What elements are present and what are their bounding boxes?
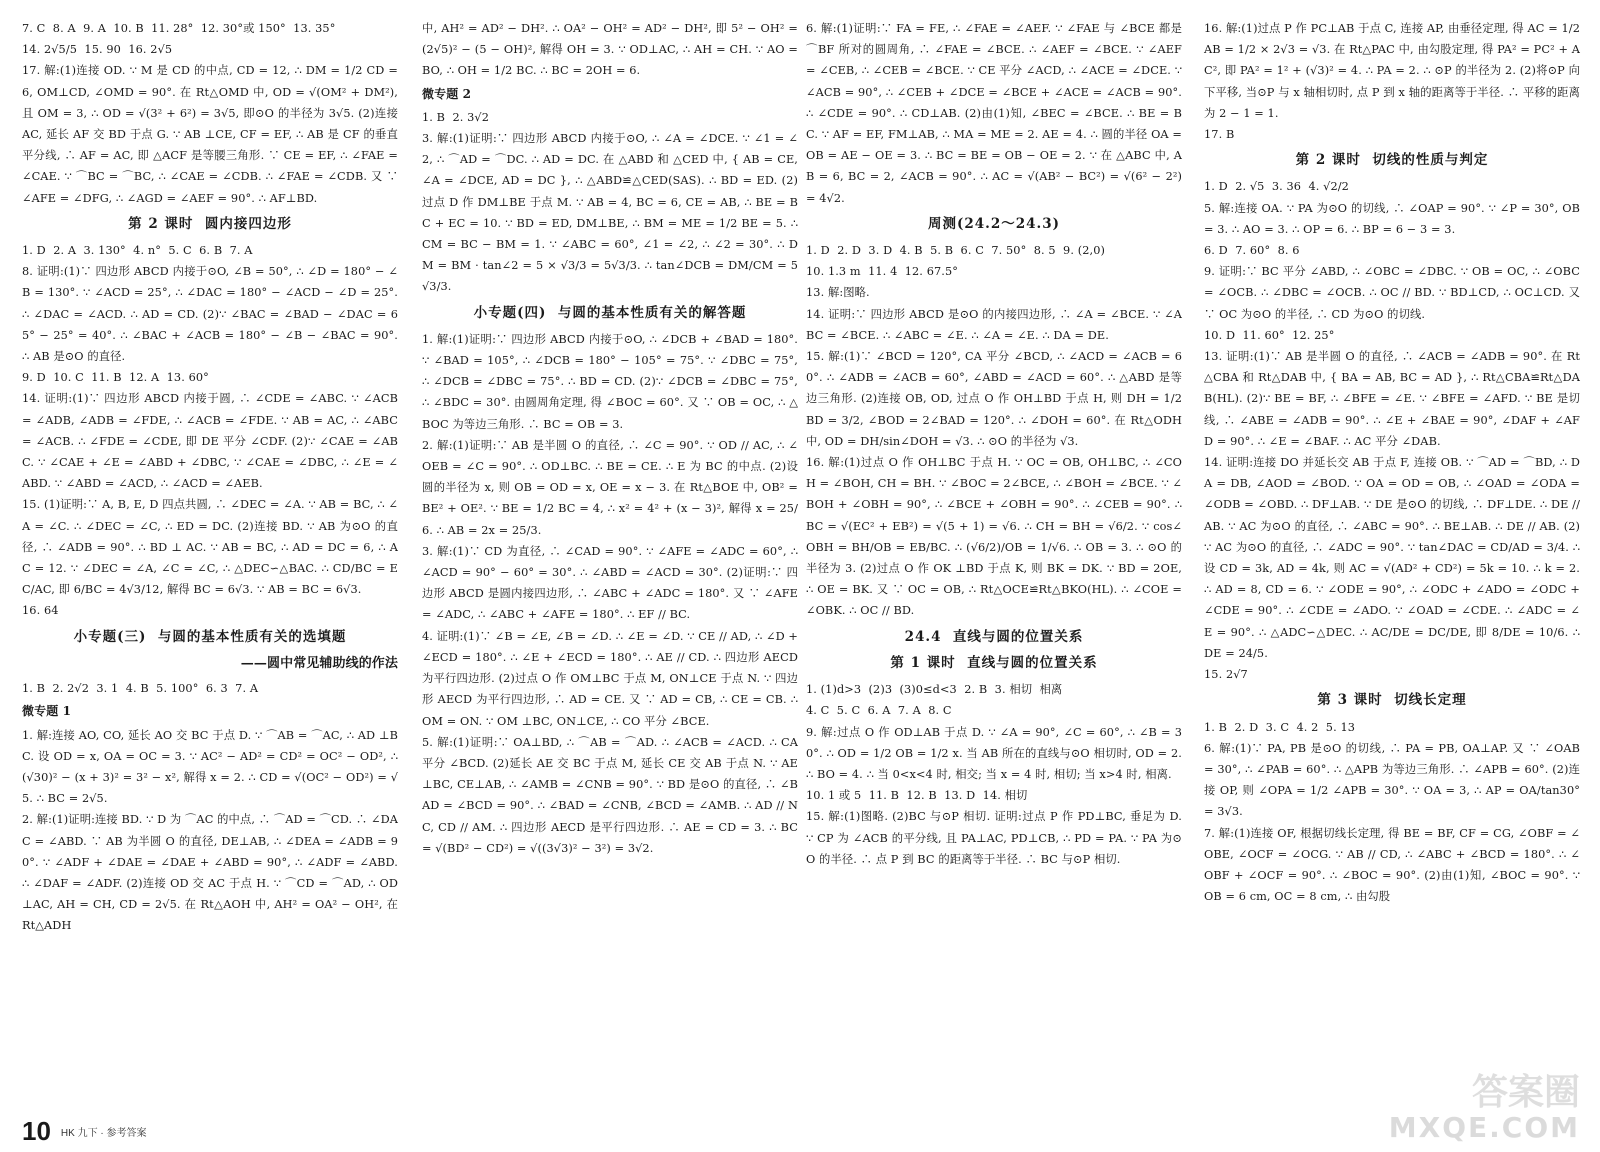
section-heading: 第 2 课时 圆内接四边形 xyxy=(128,215,292,232)
answer-line: 9. D 10. C 11. B 12. A 13. 60° xyxy=(22,371,209,385)
answer-line: 8. 证明:(1)∵ 四边形 ABCD 内接于⊙O, ∠B = 50°, ∴ ∠D = 180° − ∠B = 130°. ∵ ∠ACD = 25°, ∴ ∠DAC = 180° − ∠ACD − ∠D = 25°. ∴ ∠DAC = ∠ACD. ∴ AD = CD. (2)∵ ∠BAC = ∠BAD − ∠DAC = 65° − 25° = 40°. ∴ ∠BAC + ∠ACB = 180° − ∠B − ∠BAC = 90°. ∴ AB 是⊙O 的直径. xyxy=(22,265,402,364)
answer-line: 中, AH² = AD² − DH². ∴ OA² − OH² = AD² − DH², 即 5² − OH² = (2√5)² − (5 − OH)², 解得 OH = 3. ∵ OD⊥AC, ∴ AH = CH. ∵ AO = BO, ∴ OH = 1/2 BC. ∴ BC = 2OH = 6. xyxy=(422,22,802,78)
page-number: 10 xyxy=(22,1115,51,1146)
page-label: HK 九下 · 参考答案 xyxy=(60,1127,147,1139)
section-heading: 微专题 1 xyxy=(22,704,72,719)
answer-line: 10. D 11. 60° 12. 25° xyxy=(1204,328,1335,342)
answer-line: 7. 解:(1)连接 OF, 根据切线长定理, 得 BE = BF, CF = CG, ∠OBF = ∠OBE, ∠OCF = ∠OCG. ∵ AB // CD, ∴ ∠ABC + ∠BCD = 180°. ∴ ∠OBF + ∠OCF = 90°. ∴ ∠BOC = 90°. (2)由(1)知, ∠BOC = 90°. ∵ OB = 6 cm, OC = 8 cm, ∴ 由勾股 xyxy=(1204,826,1584,904)
answer-line: 16. 解:(1)过点 O 作 OH⊥BC 于点 H. ∵ OC = OB, OH⊥BC, ∴ ∠COH = ∠BOH, CH = BH. ∵ ∠BOC = 2∠BCE, ∴ ∠BOH = ∠BCE. ∵ ∠BOH + ∠OBH = 90°, ∴ ∠BCE + ∠OBH = 90°. ∴ ∠CEB = 90°. ∴ BC = √(EC² + EB²) = √(5 + 1) = √6. ∴ CH = BH = √6/2. ∵ cos∠OBH = BH/OB = EB/BC. ∴ (√6/2)/OB = 1/√6. ∴ OB = 3. ∴ ⊙O 的半径为 3. (2)过点 O 作 OK ⊥BD 于点 K, 则 BK = DK. ∵ BD = 2OE, ∴ OE = BK. 又 ∵ OC = OB, ∴ Rt△OCE≌Rt△BKO(HL). ∴ ∠COE = ∠OBK. ∴ OC // BD. xyxy=(806,456,1186,618)
section-heading: 第 1 课时 直线与圆的位置关系 xyxy=(890,654,1098,671)
answer-line: 16. 解:(1)过点 P 作 PC⊥AB 于点 C, 连接 AP, 由垂径定理, 得 AC = 1/2 AB = 1/2 × 2√3 = √3. 在 Rt△PAC 中, 由勾股定理, 得 PA² = PC² + AC², 即 PA² = 1² + (√3)² = 4. ∴ PA = 2. ∴ ⊙P 的半径为 2. (2)将⊙P 向下平移, 当⊙P 与 x 轴相切时, 点 P 到 x 轴的距离等于半径. ∴ 平移的距离为 2 − 1 = 1. xyxy=(1204,22,1584,120)
answer-line: 1. B 2. 2√2 3. 1 4. B 5. 100° 6. 3 7. A xyxy=(22,682,259,696)
answer-line: 1. D 2. D 3. D 4. B 5. B 6. C 7. 50° 8. 5 9. (2,0) xyxy=(806,244,1105,258)
section-heading: 24.4 直线与圆的位置关系 xyxy=(904,628,1084,645)
answer-line: 1. D 2. A 3. 130° 4. n° 5. C 6. B 7. A xyxy=(22,244,253,258)
answer-line: 2. 解:(1)证明:连接 BD. ∵ D 为 ⌒AC 的中点, ∴ ⌒AD = ⌒CD. ∴ ∠DAC = ∠ABD. ∵ AB 为半圆 O 的直径, DE⊥AB, ∴ ∠DEA = ∠ADB = 90°. ∵ ∠ADF + ∠DAE = ∠DAE + ∠ABD = 90°, ∴ ∠ADF = ∠ABD. ∴ ∠DAF = ∠ADF. (2)连接 OD 交 AC 于点 H. ∵ ⌒CD = ⌒AD, ∴ OD⊥AC, AH = CH, CD = 2√5. 在 Rt△AOH 中, AH² = OA² − OH², 在 Rt△ADH xyxy=(22,813,402,933)
section-heading: 第 3 课时 切线长定理 xyxy=(1317,692,1467,709)
section-heading: 小专题(四) 与圆的基本性质有关的解答题 xyxy=(473,304,747,321)
answer-line: 15. 解:(1)∵ ∠BCD = 120°, CA 平分 ∠BCD, ∴ ∠ACD = ∠ACB = 60°. ∴ ∠ADB = ∠ACB = 60°, ∠ABD = ∠ACD = 60°. ∴ △ABD 是等边三角形. (2)连接 OB, OD, 过点 O 作 OH⊥BD 于点 H, 则 DH = 1/2 BD = 3/2, ∠BOD = 2∠BAD = 120°. ∴ ∠DOH = 60°. 在 Rt△ODH 中, OD = DH/sin∠DOH = √3. ∴ ⊙O 的半径为 √3. xyxy=(806,350,1186,448)
answer-line: 5. 解:(1)证明:∵ OA⊥BD, ∴ ⌒AB = ⌒AD. ∴ ∠ACB = ∠ACD. ∴ CA 平分 ∠BCD. (2)延长 AE 交 BC 于点 M, 延长 CE 交 AB 于点 N. ∵ AE⊥BC, CE⊥AB, ∴ ∠AMB = ∠CNB = 90°. ∵ BD 是⊙O 的直径, ∴ ∠BAD = ∠BCD = 90°. ∴ ∠BAD = ∠CNB, ∠BCD = ∠AMB. ∴ AD // NC, CD // AM. ∴ 四边形 AECD 是平行四边形. ∴ AE = CD = 3. ∴ BC = √(BD² − CD²) = √((3√3)² − 3²) = 3√2. xyxy=(422,735,802,855)
answer-line: 1. D 2. √5 3. 36 4. √2/2 xyxy=(1204,180,1349,194)
answer-line: 4. C 5. C 6. A 7. A 8. C xyxy=(806,704,952,718)
answer-line: 5. 解:连接 OA. ∵ PA 为⊙O 的切线, ∴ ∠OAP = 90°. ∵ ∠P = 30°, OB = 3. ∴ AO = 3. ∴ OP = 6. ∴ BP = 6 − 3 = 3. xyxy=(1204,201,1584,236)
answer-line: 17. B xyxy=(1204,128,1235,142)
watermark xyxy=(1388,1072,1580,1144)
section-heading: 微专题 2 xyxy=(422,86,472,101)
watermark-badge: 答案圈 xyxy=(1471,1072,1580,1113)
watermark-site: MXQE.COM xyxy=(1388,1111,1580,1144)
text-column-3 xyxy=(806,18,1186,1128)
answer-line: 6. D 7. 60° 8. 6 xyxy=(1204,244,1300,258)
answer-line: 14. 证明:连接 DO 并延长交 AB 于点 F, 连接 OB. ∵ ⌒AD = ⌒BD, ∴ DA = DB, ∠AOD = ∠BOD. ∵ OA = OD = OB, ∴ ∠OAD = ∠ODA = ∠ODB = ∠OBD. ∴ DF⊥AB. ∵ DE 是⊙O 的切线, ∴ DF⊥DE. ∴ DE // AB. ∵ AC 为⊙O 的直径, ∴ ∠ABC = 90°. ∴ BE⊥AB. ∴ DE // AB. (2)∵ AC 为⊙O 的直径, ∴ ∠ADC = 90°. ∵ tan∠DAC = CD/AD = 3/4. ∴ 设 CD = 3k, AD = 4k, 则 AC = √(AD² + CD²) = 5k = 10. ∴ k = 2. ∴ AD = 8, CD = 6. ∵ ∠ODE = 90°, ∴ ∠ODC + ∠ADO = ∠ODC + ∠CDE = 90°. ∴ ∠CDE = ∠ADO. ∵ ∠OAD = ∠CDE. ∴ ∠ADC = ∠E = 90°. ∴ △ADC∽△DEC. ∴ AC/DE = DC/DE, 即 8/DE = 10/6. ∴ DE = 24/5. xyxy=(1204,456,1584,660)
section-heading: 第 2 课时 切线的性质与判定 xyxy=(1295,152,1489,169)
answer-line: 14. 证明:(1)∵ 四边形 ABCD 内接于圆, ∴ ∠CDE = ∠ABC. ∵ ∠ACB = ∠ADB, ∠ADB = ∠FDE, ∴ ∠ACB = ∠FDE. ∵ AB = AC, ∴ ∠ABC = ∠ACB. ∴ ∠FDE = ∠CDE, 即 DE 平分 ∠CDF. (2)∵ ∠CAE = ∠ABC. ∵ ∠CAE + ∠E = ∠ABD + ∠DBC, ∵ ∠CAE = ∠DBC, ∴ ∠E = ∠ABD. ∵ ∠ABD = ∠ACD, ∴ ∠ACD = ∠AEB. xyxy=(22,392,402,491)
answer-line: 3. 解:(1)证明:∵ 四边形 ABCD 内接于⊙O, ∴ ∠A = ∠DCE. ∵ ∠1 = ∠2, ∴ ⌒AD = ⌒DC. ∴ AD = DC. 在 △ABD 和 △CED 中, { AB = CE, ∠A = ∠DCE, AD = DC }, ∴ △ABD≌△CED(SAS). ∴ BD = ED. (2)过点 D 作 DM⊥BE 于点 M. ∵ AB = 4, BC = 6, CE = AB, ∴ BE = BC + EC = 10. ∵ BD = ED, DM⊥BE, ∴ BM = ME = 1/2 BE = 5. ∴ CM = BC − BM = 1. ∵ ∠ABC = 60°, ∠1 = ∠2, ∴ ∠2 = 30°. ∴ DM = BM · tan∠2 = 5 × √3/3 = 5√3/3. ∴ tan∠DCB = DM/CM = 5√3/3. xyxy=(422,132,802,294)
section-heading: ——圆中常见辅助线的作法 xyxy=(240,655,398,671)
answer-line: 17. 解:(1)连接 OD. ∵ M 是 CD 的中点, CD = 12, ∴ DM = 1/2 CD = 6, OM⊥CD, ∠OMD = 90°. 在 Rt△OMD 中, OD = √(OM² + DM²), 且 OM = 3, ∴ OD = √(3² + 6²) = 3√5, 即⊙O 的半径为 3√5. (2)连接 AC, 延长 AF 交 BD 于点 G. ∵ AB ⊥CE, CF = EF, ∴ AB 是 CF 的垂直平分线, ∴ AF = AC, 即 △ACF 是等腰三角形. ∵ CE = EF, ∴ ∠FAE = ∠CAE. ∵ ⌒BC = ⌒BC, ∴ ∠CAE = ∠CDB. ∴ ∠FAE = ∠CDB. 又 ∵ ∠AFE = ∠DFG, ∴ ∠AGD = ∠AEF = 90°. ∴ AF⊥BD. xyxy=(22,64,402,205)
answer-line: 15. 解:(1)图略. (2)BC 与⊙P 相切. 证明:过点 P 作 PD⊥BC, 垂足为 D. ∵ CP 为 ∠ACB 的平分线, 且 PA⊥AC, PD⊥CB, ∴ PD = PA. ∵ PA 为⊙O 的半径. ∴ 点 P 到 BC 的距离等于半径. ∴ BC 与⊙P 相切. xyxy=(806,810,1186,866)
answer-line: 6. 解:(1)证明:∵ FA = FE, ∴ ∠FAE = ∠AEF. ∵ ∠FAE 与 ∠BCE 都是 ⌒BF 所对的圆周角, ∴ ∠FAE = ∠BCE. ∴ ∠AEF = ∠BCE. ∵ ∠AEF = ∠CEB, ∴ ∠CEB = ∠BCE. ∵ CE 平分 ∠ACD, ∴ ∠ACE = ∠DCE. ∵ ∠ACB = 90°, ∴ ∠CEB + ∠DCE = ∠BCE + ∠ACE = ∠ACB = 90°. ∴ ∠CDE = 90°. ∴ CD⊥AB. (2)由(1)知, ∠BEC = ∠BCE. ∴ BE = BC. ∵ AF = EF, FM⊥AB, ∴ MA = ME = 2. AE = 4. ∴ 圆的半径 OA = OB = AE − OE = 3. ∴ BC = BE = OB − OE = 2. ∵ 在 △ABC 中, AB = 6, BC = 2, ∠ACB = 90°. ∴ AC = √(AB² − BC²) = √(6² − 2²) = 4√2. xyxy=(806,22,1186,205)
answer-line: 16. 64 xyxy=(22,604,59,618)
page-footer xyxy=(22,1116,146,1146)
text-column-4 xyxy=(1204,18,1584,1128)
answer-line: 10. 1.3 m 11. 4 12. 67.5° xyxy=(806,265,958,279)
answer-line: 15. (1)证明:∵ A, B, E, D 四点共圆, ∴ ∠DEC = ∠A. ∵ AB = BC, ∴ ∠A = ∠C. ∴ ∠DEC = ∠C, ∴ ED = DC. (2)连接 BD. ∵ AB 为⊙O 的直径, ∴ ∠ADB = 90°. ∴ BD ⊥ AC. ∵ AB = BC, ∴ AD = DC = 6, ∴ AC = 12. ∵ ∠DEC = ∠A, ∠C = ∠C, ∴ △DEC∽△BAC. ∴ CD/BC = EC/AC, 即 6/BC = 4√3/12, 解得 BC = 6√3. ∵ AB = BC = 6√3. xyxy=(22,498,398,597)
answer-line: 4. 证明:(1)∵ ∠B = ∠E, ∠B = ∠D. ∴ ∠E = ∠D. ∵ CE // AD, ∴ ∠D + ∠ECD = 180°. ∴ ∠E + ∠ECD = 180°. ∴ AE // CD. ∴ 四边形 AECD 为平行四边形. (2)过点 O 作 OM⊥BC 于点 M, ON⊥CE 于点 N. ∵ 四边形 AECD 为平行四边形, ∴ AD = CE. 又 ∵ AD = CB, ∴ CE = CB. ∴ OM = ON. ∵ OM ⊥BC, ON⊥CE, ∴ CO 平分 ∠BCE. xyxy=(422,629,802,728)
answer-line: 9. 证明:∵ BC 平分 ∠ABD, ∴ ∠OBC = ∠DBC. ∵ OB = OC, ∴ ∠OBC = ∠OCB. ∴ ∠DBC = ∠OCB. ∴ OC // BD. ∵ BD⊥CD, ∴ OC⊥CD. 又 ∵ OC 为⊙O 的半径, ∴ CD 为⊙O 的切线. xyxy=(1204,265,1584,321)
answer-line: 1. B 2. 3√2 xyxy=(422,110,489,124)
answer-line: 6. 解:(1)∵ PA, PB 是⊙O 的切线, ∴ PA = PB, OA⊥AP. 又 ∵ ∠OAB = 30°, ∴ ∠PAB = 60°. ∴ △APB 为等边三角形. ∴ ∠APB = 60°. (2)连接 OP, 则 ∠OPA = 1/2 ∠APB = 30°. ∵ OA = 3, ∴ AP = OA/tan30° = 3√3. xyxy=(1204,741,1584,819)
section-heading: 周测(24.2～24.3) xyxy=(927,215,1061,232)
answer-line: 1. 解:(1)证明:∵ 四边形 ABCD 内接于⊙O, ∴ ∠DCB + ∠BAD = 180°. ∵ ∠BAD = 105°, ∴ ∠DCB = 180° − 105° = 75°. ∵ ∠DBC = 75°, ∴ ∠DCB = ∠DBC = 75°. ∴ BD = CD. (2)∵ ∠DCB = ∠DBC = 75°, ∴ ∠BDC = 30°. 由圆周角定理, 得 ∠BOC = 60°. 又 ∵ OB = OC, ∴ △BOC 为等边三角形. ∴ BC = OB = 3. xyxy=(422,332,802,431)
answer-line: 14. 证明:∵ 四边形 ABCD 是⊙O 的内接四边形, ∴ ∠A = ∠BCE. ∵ ∠ABC = ∠BCE. ∴ ∠ABC = ∠E. ∴ ∠A = ∠E. ∴ DA = DE. xyxy=(806,307,1182,342)
answer-line: 1. B 2. D 3. C 4. 2 5. 13 xyxy=(1204,720,1356,734)
answer-line: 1. 解:连接 AO, CO, 延长 AO 交 BC 于点 D. ∵ ⌒AB = ⌒AC, ∴ AD ⊥BC. 设 OD = x, OA = OC = 3. ∵ AC² − AD² = CD² = OC² − OD², ∴ (√30)² − (x + 3)² = 3² − x², 解得 x = 2. ∴ CD = √(OC² − OD²) = √5. ∴ BC = 2√5. xyxy=(22,728,402,806)
answer-line: 7. C 8. A 9. A 10. B 11. 28° 12. 30°或 150° 13. 35° xyxy=(22,22,336,35)
answer-line: 15. 2√7 xyxy=(1204,668,1248,682)
answer-line: 1. (1)d>3 (2)3 (3)0≤d<3 2. B 3. 相切 相离 xyxy=(806,683,1063,697)
section-heading: 小专题(三) 与圆的基本性质有关的选填题 xyxy=(73,628,347,645)
text-column-1 xyxy=(22,18,402,1128)
answer-line: 9. 解:过点 O 作 OD⊥AB 于点 D. ∵ ∠A = 90°, ∠C = 60°, ∴ ∠B = 30°. ∴ OD = 1/2 OB = 1/2 x. 当 AB 所在的直线与⊙O 相切时, OD = 2. ∴ BO = 4. ∴ 当 0<x<4 时, 相交; 当 x = 4 时, 相切; 当 x>4 时, 相离. xyxy=(806,725,1186,781)
answer-line: 13. 解:图略. xyxy=(806,286,870,300)
answer-line: 10. 1 或 5 11. B 12. B 13. D 14. 相切 xyxy=(806,789,1028,803)
answer-line: 2. 解:(1)证明:∵ AB 是半圆 O 的直径, ∴ ∠C = 90°. ∵ OD // AC, ∴ ∠OEB = ∠C = 90°. ∴ OD⊥BC. ∴ BE = CE. ∴ E 为 BC 的中点. (2)设圆的半径为 x, 则 OB = OD = x, OE = x − 3. 在 Rt△BOE 中, OB² = BE² + OE². ∵ BE = 1/2 BC = 4, ∴ x² = 4² + (x − 3)², 解得 x = 25/6. ∴ AB = 2x = 25/3. xyxy=(422,438,802,537)
text-column-2 xyxy=(422,18,802,1128)
answer-line: 13. 证明:(1)∵ AB 是半圆 O 的直径, ∴ ∠ACB = ∠ADB = 90°. 在 Rt△CBA 和 Rt△DAB 中, { BA = AB, BC = AD }, ∴ Rt△CBA≌Rt△DAB(HL). (2)∵ BE = BF, ∴ ∠BFE = ∠E. ∵ ∠BFE = ∠AFD. ∵ BE 是切线, ∴ ∠ABE = ∠ADB = 90°. ∴ ∠E + ∠BAE = 90°, ∠DAF + ∠AFD = 90°. ∴ ∠E = ∠BAF. ∴ AC 平分 ∠DAB. xyxy=(1204,350,1580,448)
answer-line: 14. 2√5/5 15. 90 16. 2√5 xyxy=(22,43,173,57)
answer-line: 3. 解:(1)∵ CD 为直径, ∴ ∠CAD = 90°. ∵ ∠AFE = ∠ADC = 60°, ∴ ∠ACD = 90° − 60° = 30°. ∴ ∠ABD = ∠ACD = 30°. (2)证明:∵ 四边形 ABCD 是圆内接四边形, ∴ ∠ABC + ∠ADC = 180°. 又 ∵ ∠AFE = ∠ADC, ∴ ∠ABC + ∠AFE = 180°. ∴ EF // BC. xyxy=(422,544,802,622)
